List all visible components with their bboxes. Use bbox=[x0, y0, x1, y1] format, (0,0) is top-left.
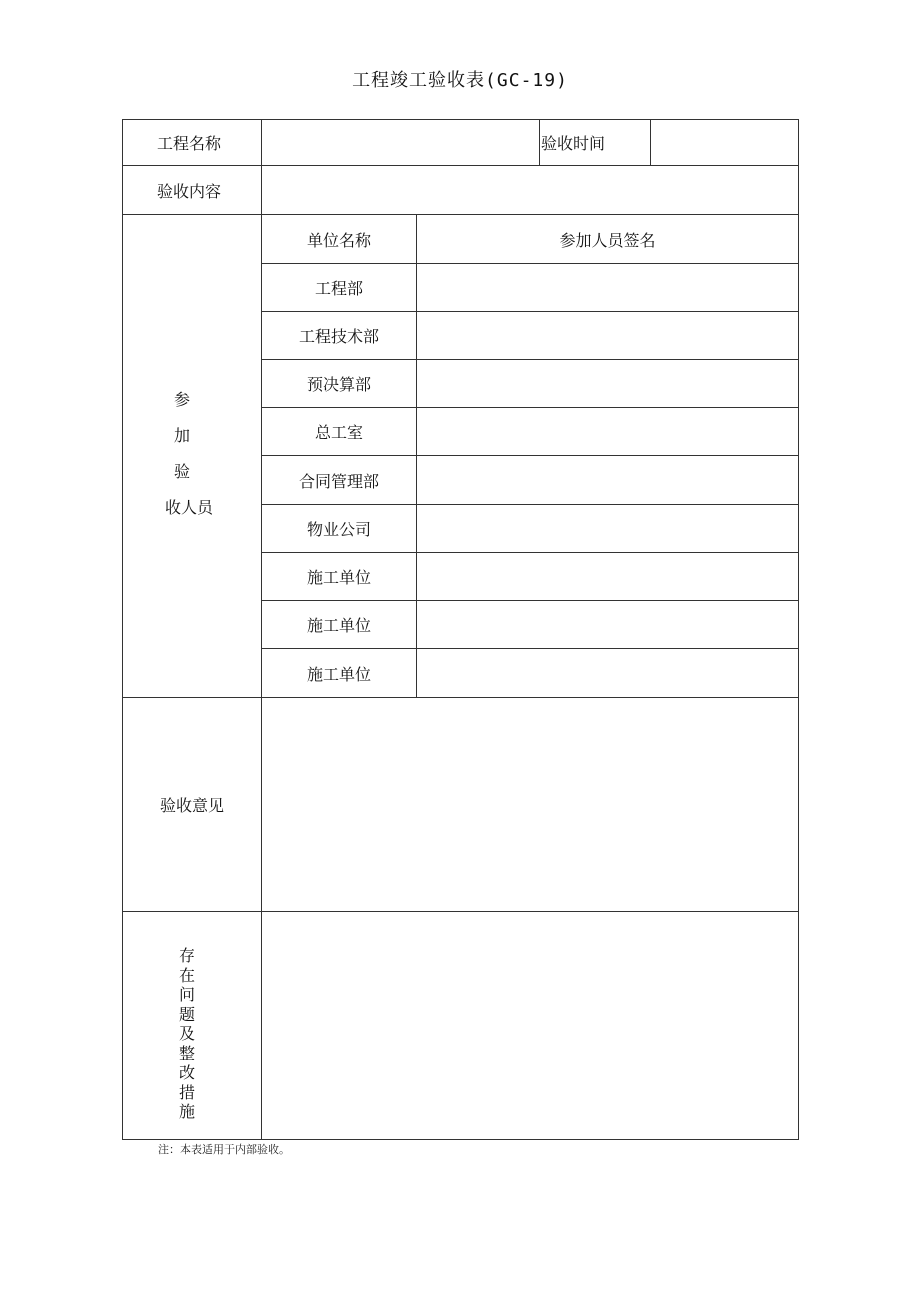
unit-name-cell: 施工单位 bbox=[306, 664, 371, 684]
participants-label bbox=[165, 382, 214, 526]
participants-label-line: 验 bbox=[174, 462, 191, 481]
unit-name-column-header: 单位名称 bbox=[306, 230, 371, 250]
form-title: 工程竣工验收表(GC-19) bbox=[352, 70, 568, 91]
content-field[interactable] bbox=[262, 166, 798, 214]
footnote: 注：本表适用于内部验收。 bbox=[158, 1143, 290, 1156]
signature-column-header: 参加人员签名 bbox=[559, 230, 656, 250]
project-name-field[interactable] bbox=[262, 120, 539, 165]
acceptance-time-field[interactable] bbox=[651, 120, 798, 165]
opinion-label: 验收意见 bbox=[159, 796, 224, 815]
unit-name-cell: 施工单位 bbox=[306, 616, 371, 635]
unit-name-cell: 工程技术部 bbox=[298, 327, 379, 346]
signature-field[interactable] bbox=[417, 601, 798, 648]
acceptance-form-table bbox=[122, 119, 799, 1140]
signature-field[interactable] bbox=[417, 408, 798, 455]
project-name-label: 工程名称 bbox=[157, 134, 222, 153]
content-label: 验收内容 bbox=[157, 181, 222, 201]
signature-field[interactable] bbox=[417, 312, 798, 359]
opinion-field[interactable] bbox=[262, 698, 798, 911]
participants-label-line: 加 bbox=[174, 426, 191, 445]
signature-field[interactable] bbox=[417, 649, 798, 697]
signature-field[interactable] bbox=[417, 456, 798, 504]
unit-name-cell: 合同管理部 bbox=[298, 471, 379, 491]
acceptance-time-label: 验收时间 bbox=[541, 134, 606, 153]
signature-field[interactable] bbox=[417, 553, 798, 600]
participants-label-line: 收人员 bbox=[165, 498, 214, 517]
unit-name-cell: 物业公司 bbox=[306, 520, 371, 539]
signature-field[interactable] bbox=[417, 264, 798, 311]
unit-name-cell: 施工单位 bbox=[306, 568, 371, 587]
signature-field[interactable] bbox=[417, 360, 798, 407]
unit-name-cell: 预决算部 bbox=[306, 375, 371, 394]
issues-field[interactable] bbox=[262, 912, 798, 1139]
signature-field[interactable] bbox=[417, 505, 798, 552]
unit-name-cell: 工程部 bbox=[314, 279, 363, 298]
issues-label: 存在问题及整改措施 bbox=[178, 946, 195, 1121]
unit-name-cell: 总工室 bbox=[314, 423, 363, 442]
participants-label-line: 参 bbox=[174, 390, 191, 409]
